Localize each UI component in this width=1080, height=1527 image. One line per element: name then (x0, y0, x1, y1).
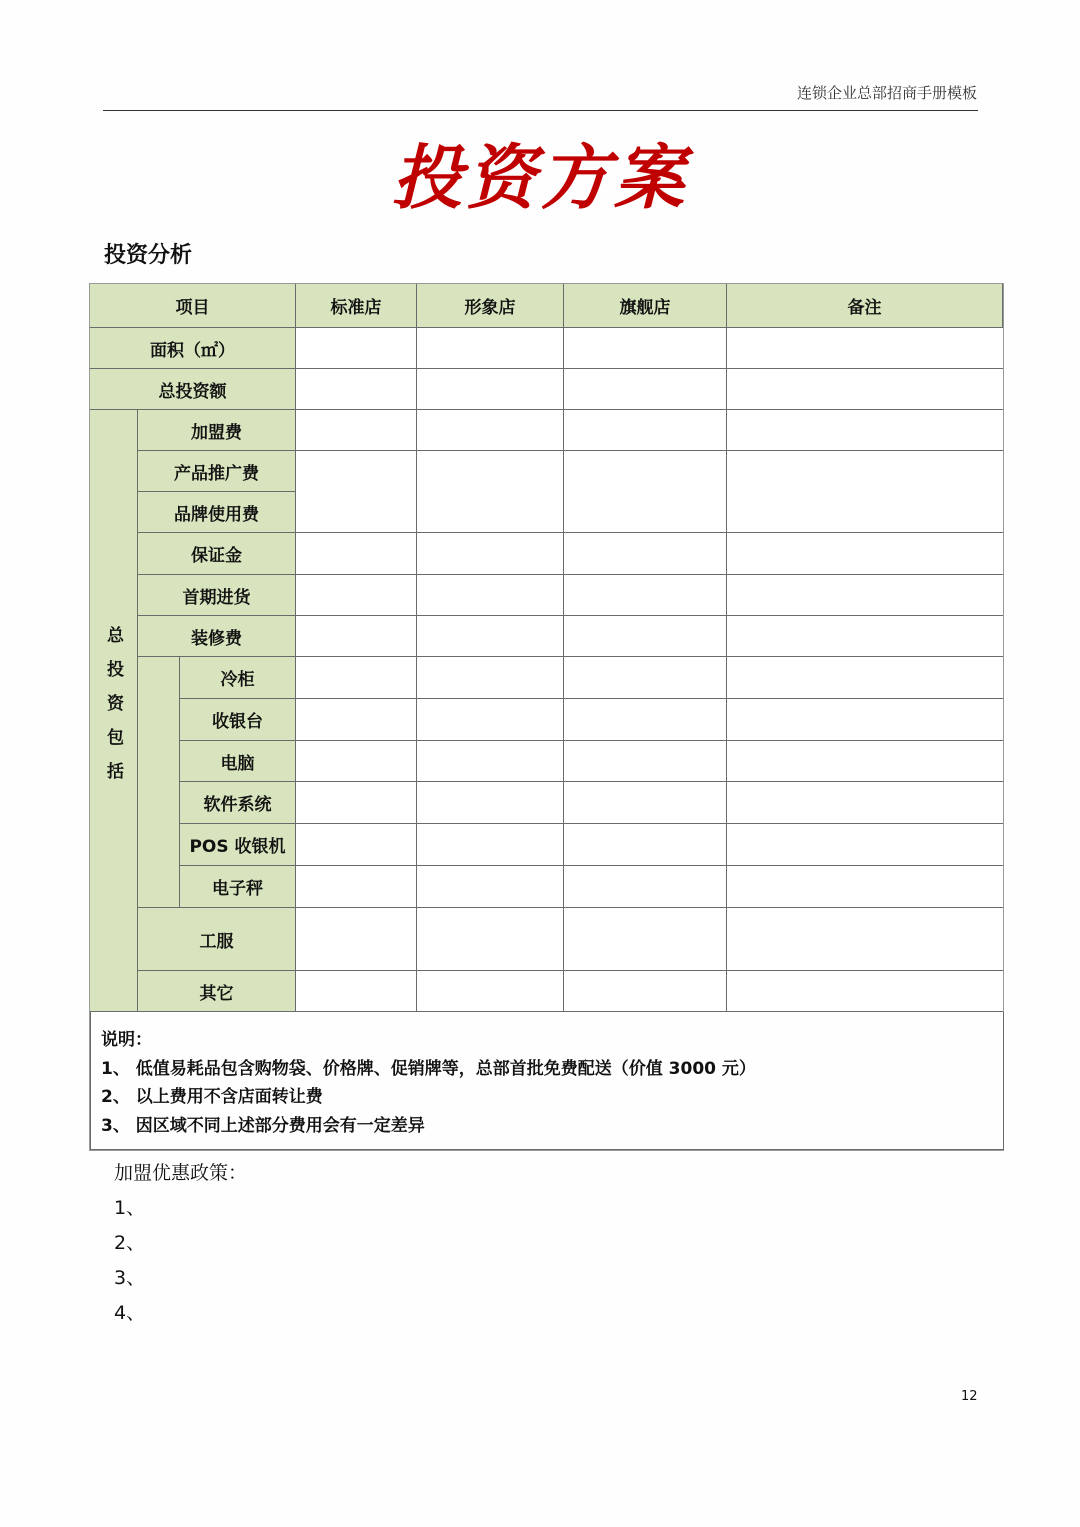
table-cell[interactable] (563, 865, 727, 908)
policy-line: 4、 (114, 1302, 146, 1324)
table-cell[interactable] (726, 781, 1004, 824)
table-cell[interactable] (563, 740, 727, 782)
row-label-area: 面积（㎡） (89, 327, 296, 369)
table-cell[interactable] (416, 970, 564, 1012)
equipment-group-cell (137, 656, 180, 908)
table-cell[interactable] (563, 450, 727, 533)
col-header-standard: 标准店 (295, 283, 417, 328)
table-cell[interactable] (726, 907, 1004, 971)
table-cell[interactable] (416, 327, 564, 369)
row-label-item: 装修费 (137, 615, 296, 657)
table-cell[interactable] (416, 740, 564, 782)
table-cell[interactable] (563, 823, 727, 866)
table-cell[interactable] (295, 409, 417, 451)
group-label: 总投资包括 (89, 409, 138, 1012)
table-cell[interactable] (563, 781, 727, 824)
note-line: 2、 以上费用不含店面转让费 (101, 1087, 323, 1107)
table-cell[interactable] (416, 865, 564, 908)
table-cell[interactable] (563, 970, 727, 1012)
row-label-equipment: 电子秤 (179, 865, 296, 908)
table-cell[interactable] (726, 574, 1004, 616)
row-label-equipment: 软件系统 (179, 781, 296, 824)
table-cell[interactable] (416, 615, 564, 657)
table-cell[interactable] (295, 781, 417, 824)
notes-heading: 说明： (101, 1030, 152, 1050)
row-label-item: 品牌使用费 (137, 491, 296, 533)
table-cell[interactable] (416, 656, 564, 699)
col-header-item: 项目 (89, 283, 296, 328)
notes-box (90, 1012, 1004, 1150)
row-label-equipment: 电脑 (179, 740, 296, 782)
table-cell[interactable] (295, 532, 417, 575)
table-cell[interactable] (416, 823, 564, 866)
table-cell[interactable] (726, 327, 1004, 369)
table-cell[interactable] (726, 740, 1004, 782)
policy-heading: 加盟优惠政策： (114, 1162, 248, 1184)
table-cell[interactable] (416, 698, 564, 741)
table-cell[interactable] (563, 698, 727, 741)
table-cell[interactable] (563, 327, 727, 369)
table-cell[interactable] (726, 970, 1004, 1012)
header-rule (103, 110, 978, 111)
table-cell[interactable] (295, 907, 417, 971)
row-label-total: 总投资额 (89, 368, 296, 410)
table-cell[interactable] (563, 409, 727, 451)
policy-line: 3、 (114, 1267, 146, 1289)
table-cell[interactable] (726, 823, 1004, 866)
table-cell[interactable] (295, 368, 417, 410)
table-cell[interactable] (726, 865, 1004, 908)
table-cell[interactable] (295, 615, 417, 657)
table-cell[interactable] (726, 409, 1004, 451)
table-cell[interactable] (563, 907, 727, 971)
table-cell[interactable] (726, 656, 1004, 699)
running-header: 连锁企业总部招商手册模板 (796, 84, 977, 102)
row-label-other: 工服 (137, 907, 296, 971)
row-label-item: 保证金 (137, 532, 296, 575)
table-cell[interactable] (295, 823, 417, 866)
table-cell[interactable] (295, 656, 417, 699)
table-cell[interactable] (416, 409, 564, 451)
table-cell[interactable] (563, 656, 727, 699)
franchise-policy (114, 1156, 247, 1331)
page-title: 投资方案 (392, 137, 688, 219)
row-label-equipment: POS 收银机 (179, 823, 296, 866)
table-cell[interactable] (726, 615, 1004, 657)
row-label-equipment: 收银台 (179, 698, 296, 741)
table-cell[interactable] (563, 615, 727, 657)
table-cell[interactable] (295, 327, 417, 369)
table-cell[interactable] (416, 368, 564, 410)
table-cell[interactable] (563, 532, 727, 575)
page-number: 12 (961, 1389, 978, 1404)
col-header-image: 形象店 (416, 283, 564, 328)
table-cell[interactable] (416, 781, 564, 824)
policy-line: 1、 (114, 1197, 146, 1219)
row-label-item: 加盟费 (137, 409, 296, 451)
table-cell[interactable] (416, 907, 564, 971)
row-label-equipment: 冷柜 (179, 656, 296, 699)
table-cell[interactable] (726, 368, 1004, 410)
col-header-flagship: 旗舰店 (563, 283, 727, 328)
policy-line: 2、 (114, 1232, 146, 1254)
table-cell[interactable] (295, 970, 417, 1012)
table-cell[interactable] (563, 574, 727, 616)
row-label-item: 产品推广费 (137, 450, 296, 492)
table-cell[interactable] (295, 450, 417, 533)
table-cell[interactable] (295, 865, 417, 908)
table-cell[interactable] (726, 698, 1004, 741)
note-line: 1、 低值易耗品包含购物袋、价格牌、促销牌等，总部首批免费配送（价值 3000 元） (101, 1058, 756, 1079)
note-line: 3、 因区域不同上述部分费用会有一定差异 (101, 1115, 425, 1136)
col-header-remarks: 备注 (726, 283, 1003, 328)
section-heading: 投资分析 (104, 243, 193, 268)
table-cell[interactable] (295, 698, 417, 741)
table-cell[interactable] (416, 574, 564, 616)
table-cell[interactable] (563, 368, 727, 410)
table-cell[interactable] (416, 450, 564, 533)
table-cell[interactable] (726, 450, 1004, 533)
row-label-item: 首期进货 (137, 574, 296, 616)
table-cell[interactable] (295, 740, 417, 782)
table-cell[interactable] (416, 532, 564, 575)
table-cell[interactable] (295, 574, 417, 616)
table-cell[interactable] (726, 532, 1004, 575)
row-label-other: 其它 (137, 970, 296, 1012)
